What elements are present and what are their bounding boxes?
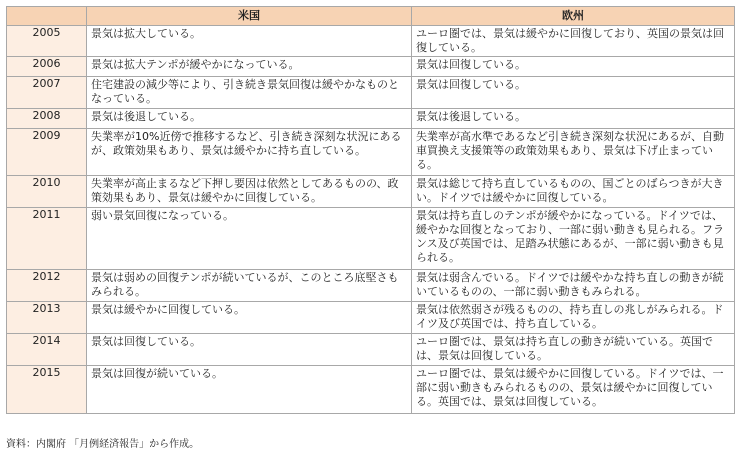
eu-cell: 景気は回復している。 — [412, 57, 735, 77]
year-cell: 2009 — [7, 129, 87, 176]
header-us: 米国 — [87, 7, 412, 26]
eu-cell: 景気は依然弱さが残るものの、持ち直しの兆しがみられる。ドイツ及び英国では、持ち直している。 — [412, 302, 735, 334]
eu-cell: 景気は弱含んでいる。ドイツでは緩やかな持ち直しの動きが続いているものの、一部に弱い動きもみられる。 — [412, 270, 735, 302]
year-cell: 2013 — [7, 302, 87, 334]
eu-cell: ユーロ圏では、景気は持ち直しの動きが続いている。英国では、景気は回復している。 — [412, 334, 735, 366]
us-cell: 景気は拡大テンポが緩やかになっている。 — [87, 57, 412, 77]
header-eu: 欧州 — [412, 7, 735, 26]
eu-cell: 景気は後退している。 — [412, 109, 735, 129]
eu-cell: 景気は回復している。 — [412, 77, 735, 109]
table-row — [7, 109, 735, 129]
economic-outlook-table — [6, 6, 735, 414]
year-cell: 2007 — [7, 77, 87, 109]
table-row — [7, 208, 735, 270]
year-cell: 2014 — [7, 334, 87, 366]
year-cell: 2012 — [7, 270, 87, 302]
us-cell: 景気は拡大している。 — [87, 26, 412, 57]
year-cell: 2010 — [7, 176, 87, 208]
eu-cell: 失業率が高水準であるなど引き続き深刻な状況にあるが、自動車買換え支援策等の政策効果もあり、景気は下げ止まっている。 — [412, 129, 735, 176]
us-cell: 住宅建設の減少等により、引き続き景気回復は緩やかなものとなっている。 — [87, 77, 412, 109]
table-row — [7, 334, 735, 366]
header-year — [7, 7, 87, 26]
us-cell: 景気は緩やかに回復している。 — [87, 302, 412, 334]
year-cell: 2005 — [7, 26, 87, 57]
us-cell: 景気は回復している。 — [87, 334, 412, 366]
eu-cell: ユーロ圏では、景気は緩やかに回復している。ドイツでは、一部に弱い動きもみられるものの、景気は緩やかに回復している。英国では、景気は回復している。 — [412, 366, 735, 414]
eu-cell: ユーロ圏では、景気は緩やかに回復しており、英国の景気は回復している。 — [412, 26, 735, 57]
table-row — [7, 26, 735, 57]
us-cell: 失業率が10%近傍で推移するなど、引き続き深刻な状況にあるが、政策効果もあり、景気は緩やかに持ち直している。 — [87, 129, 412, 176]
eu-cell: 景気は持ち直しのテンポが緩やかになっている。ドイツでは、緩やかな回復となっており、一部に弱い動きも見られる。フランス及び英国では、足踏み状態にあるが、一部に弱い動きも見られる。 — [412, 208, 735, 270]
table-row — [7, 129, 735, 176]
table-row — [7, 77, 735, 109]
source-note: 資料：内閣府 「月例経済報告」から作成。 — [6, 439, 200, 450]
year-cell: 2011 — [7, 208, 87, 270]
eu-cell: 景気は総じて持ち直しているものの、国ごとのばらつきが大きい。ドイツでは緩やかに回復している。 — [412, 176, 735, 208]
us-cell: 景気は弱めの回復テンポが続いているが、このところ底堅さもみられる。 — [87, 270, 412, 302]
us-cell: 弱い景気回復になっている。 — [87, 208, 412, 270]
table-row — [7, 57, 735, 77]
header-row — [7, 7, 735, 26]
table-row — [7, 302, 735, 334]
year-cell: 2006 — [7, 57, 87, 77]
table-row — [7, 366, 735, 414]
us-cell: 景気は回復が続いている。 — [87, 366, 412, 414]
year-cell: 2015 — [7, 366, 87, 414]
us-cell: 失業率が高止まるなど下押し要因は依然としてあるものの、政策効果もあり、景気は緩やかに回復している。 — [87, 176, 412, 208]
us-cell: 景気は後退している。 — [87, 109, 412, 129]
table-row — [7, 270, 735, 302]
table-row — [7, 176, 735, 208]
year-cell: 2008 — [7, 109, 87, 129]
